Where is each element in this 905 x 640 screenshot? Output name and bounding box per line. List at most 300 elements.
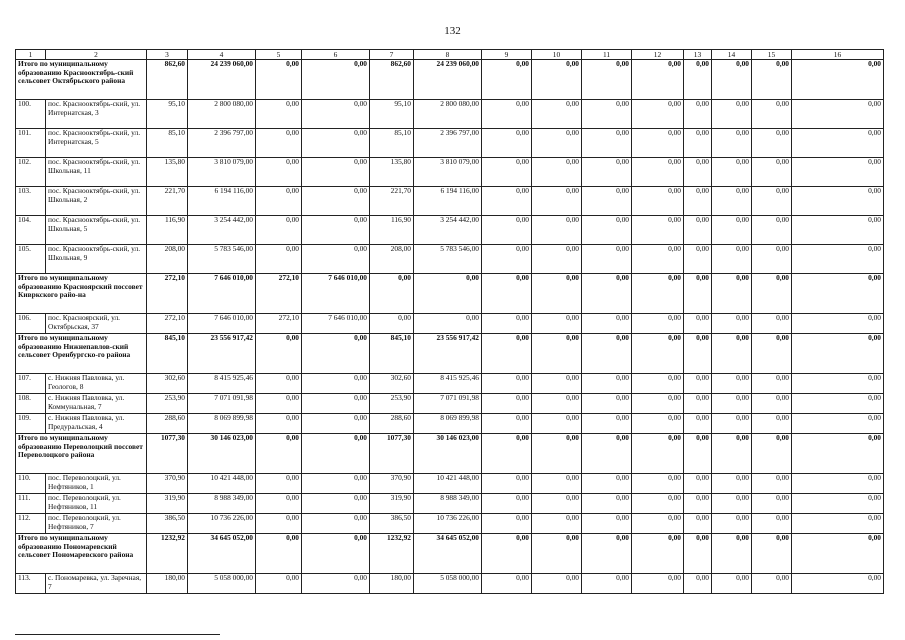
value-cell: 0,00 bbox=[582, 314, 632, 334]
subtotal-row bbox=[16, 274, 884, 314]
value-cell: 0,00 bbox=[302, 129, 370, 158]
value-cell: 0,00 bbox=[256, 129, 302, 158]
column-number-cell: 10 bbox=[532, 50, 582, 60]
value-cell: 34 645 052,00 bbox=[414, 534, 482, 574]
value-cell: 0,00 bbox=[752, 434, 792, 474]
row-index: 113. bbox=[16, 574, 46, 594]
value-cell: 0,00 bbox=[712, 187, 752, 216]
value-cell: 0,00 bbox=[482, 158, 532, 187]
value-cell: 7 646 010,00 bbox=[188, 274, 256, 314]
value-cell: 0,00 bbox=[302, 394, 370, 414]
value-cell: 0,00 bbox=[482, 494, 532, 514]
value-cell: 8 069 899,98 bbox=[414, 414, 482, 434]
subtotal-label: Итого по муниципальному образованию Красноярский поссовет Кивркского райо-на bbox=[16, 274, 147, 314]
value-cell: 0,00 bbox=[792, 245, 884, 274]
value-cell: 0,00 bbox=[684, 574, 712, 594]
address-cell: пос. Краснооктябрь-ский, ул. Школьная, 2 bbox=[46, 187, 147, 216]
value-cell: 0,00 bbox=[752, 574, 792, 594]
value-cell: 0,00 bbox=[792, 374, 884, 394]
value-cell: 208,00 bbox=[147, 245, 188, 274]
value-cell: 2 800 080,00 bbox=[188, 100, 256, 129]
value-cell: 0,00 bbox=[532, 187, 582, 216]
value-cell: 95,10 bbox=[147, 100, 188, 129]
table-row bbox=[16, 100, 884, 129]
value-cell: 0,00 bbox=[684, 274, 712, 314]
value-cell: 0,00 bbox=[256, 187, 302, 216]
value-cell: 0,00 bbox=[632, 494, 684, 514]
value-cell: 1232,92 bbox=[147, 534, 188, 574]
column-number-cell: 5 bbox=[256, 50, 302, 60]
value-cell: 0,00 bbox=[752, 314, 792, 334]
value-cell: 370,90 bbox=[147, 474, 188, 494]
value-cell: 0,00 bbox=[712, 245, 752, 274]
value-cell: 0,00 bbox=[632, 100, 684, 129]
value-cell: 0,00 bbox=[482, 314, 532, 334]
value-cell: 0,00 bbox=[684, 60, 712, 100]
value-cell: 0,00 bbox=[302, 574, 370, 594]
value-cell: 0,00 bbox=[482, 514, 532, 534]
value-cell: 10 736 226,00 bbox=[188, 514, 256, 534]
value-cell: 0,00 bbox=[684, 534, 712, 574]
value-cell: 0,00 bbox=[256, 574, 302, 594]
value-cell: 0,00 bbox=[792, 574, 884, 594]
value-cell: 0,00 bbox=[532, 374, 582, 394]
value-cell: 0,00 bbox=[532, 314, 582, 334]
value-cell: 23 556 917,42 bbox=[414, 334, 482, 374]
table-row bbox=[16, 216, 884, 245]
value-cell: 30 146 023,00 bbox=[188, 434, 256, 474]
column-number-cell: 13 bbox=[684, 50, 712, 60]
value-cell: 0,00 bbox=[582, 216, 632, 245]
row-index: 101. bbox=[16, 129, 46, 158]
value-cell: 0,00 bbox=[302, 534, 370, 574]
value-cell: 0,00 bbox=[414, 314, 482, 334]
value-cell: 5 058 000,00 bbox=[188, 574, 256, 594]
value-cell: 10 421 448,00 bbox=[414, 474, 482, 494]
value-cell: 0,00 bbox=[684, 314, 712, 334]
subtotal-row bbox=[16, 60, 884, 100]
value-cell: 845,10 bbox=[370, 334, 414, 374]
table-row bbox=[16, 574, 884, 594]
value-cell: 0,00 bbox=[632, 60, 684, 100]
value-cell: 0,00 bbox=[632, 534, 684, 574]
value-cell: 862,60 bbox=[370, 60, 414, 100]
value-cell: 0,00 bbox=[712, 374, 752, 394]
value-cell: 0,00 bbox=[302, 100, 370, 129]
housing-register-table bbox=[15, 49, 884, 594]
value-cell: 0,00 bbox=[532, 334, 582, 374]
table-row bbox=[16, 245, 884, 274]
value-cell: 0,00 bbox=[370, 314, 414, 334]
value-cell: 0,00 bbox=[532, 434, 582, 474]
value-cell: 0,00 bbox=[532, 474, 582, 494]
value-cell: 10 736 226,00 bbox=[414, 514, 482, 534]
subtotal-row bbox=[16, 534, 884, 574]
value-cell: 0,00 bbox=[684, 414, 712, 434]
table-row bbox=[16, 374, 884, 394]
row-index: 102. bbox=[16, 158, 46, 187]
table-row bbox=[16, 314, 884, 334]
value-cell: 0,00 bbox=[582, 374, 632, 394]
column-number-row bbox=[16, 50, 884, 60]
value-cell: 0,00 bbox=[482, 474, 532, 494]
address-cell: с. Нижняя Павловка, ул. Предуральская, 4 bbox=[46, 414, 147, 434]
subtotal-label: Итого по муниципальному образованию Красноoктябрь-ский сельсовет Октябрьского района bbox=[16, 60, 147, 100]
address-cell: пос. Переволоцкий, ул. Нефтяников, 7 bbox=[46, 514, 147, 534]
row-index: 105. bbox=[16, 245, 46, 274]
table-row bbox=[16, 414, 884, 434]
value-cell: 116,90 bbox=[370, 216, 414, 245]
value-cell: 0,00 bbox=[256, 514, 302, 534]
value-cell: 0,00 bbox=[256, 100, 302, 129]
value-cell: 0,00 bbox=[752, 129, 792, 158]
value-cell: 0,00 bbox=[752, 514, 792, 534]
row-index: 108. bbox=[16, 394, 46, 414]
value-cell: 370,90 bbox=[370, 474, 414, 494]
value-cell: 0,00 bbox=[792, 274, 884, 314]
value-cell: 0,00 bbox=[752, 158, 792, 187]
address-cell: пос. Краснооктябрь-ский, ул. Интернатская, 3 bbox=[46, 100, 147, 129]
value-cell: 0,00 bbox=[532, 216, 582, 245]
value-cell: 7 071 091,98 bbox=[414, 394, 482, 414]
value-cell: 0,00 bbox=[792, 414, 884, 434]
value-cell: 0,00 bbox=[532, 394, 582, 414]
value-cell: 7 646 010,00 bbox=[188, 314, 256, 334]
value-cell: 0,00 bbox=[712, 394, 752, 414]
value-cell: 8 415 925,46 bbox=[414, 374, 482, 394]
value-cell: 0,00 bbox=[712, 60, 752, 100]
value-cell: 0,00 bbox=[582, 100, 632, 129]
value-cell: 3 810 079,00 bbox=[414, 158, 482, 187]
value-cell: 0,00 bbox=[532, 129, 582, 158]
table-row bbox=[16, 187, 884, 216]
table-row bbox=[16, 494, 884, 514]
value-cell: 288,60 bbox=[370, 414, 414, 434]
value-cell: 386,50 bbox=[370, 514, 414, 534]
value-cell: 0,00 bbox=[582, 274, 632, 314]
value-cell: 0,00 bbox=[792, 474, 884, 494]
value-cell: 0,00 bbox=[632, 334, 684, 374]
table-row bbox=[16, 394, 884, 414]
value-cell: 0,00 bbox=[632, 129, 684, 158]
value-cell: 0,00 bbox=[792, 514, 884, 534]
value-cell: 0,00 bbox=[752, 534, 792, 574]
subtotal-label: Итого по муниципальному образованию Пономаревский сельсовет Пономаревского района bbox=[16, 534, 147, 574]
value-cell: 0,00 bbox=[712, 434, 752, 474]
value-cell: 0,00 bbox=[582, 434, 632, 474]
value-cell: 0,00 bbox=[256, 245, 302, 274]
value-cell: 0,00 bbox=[482, 394, 532, 414]
row-index: 106. bbox=[16, 314, 46, 334]
value-cell: 0,00 bbox=[792, 434, 884, 474]
value-cell: 386,50 bbox=[147, 514, 188, 534]
value-cell: 0,00 bbox=[684, 100, 712, 129]
value-cell: 8 988 349,00 bbox=[414, 494, 482, 514]
value-cell: 0,00 bbox=[684, 494, 712, 514]
value-cell: 253,90 bbox=[370, 394, 414, 414]
value-cell: 845,10 bbox=[147, 334, 188, 374]
value-cell: 5 783 546,00 bbox=[414, 245, 482, 274]
value-cell: 0,00 bbox=[684, 474, 712, 494]
column-number-cell: 1 bbox=[16, 50, 46, 60]
value-cell: 116,90 bbox=[147, 216, 188, 245]
value-cell: 5 058 000,00 bbox=[414, 574, 482, 594]
column-number-cell: 2 bbox=[46, 50, 147, 60]
row-index: 103. bbox=[16, 187, 46, 216]
value-cell: 0,00 bbox=[532, 534, 582, 574]
value-cell: 0,00 bbox=[684, 514, 712, 534]
value-cell: 2 396 797,00 bbox=[414, 129, 482, 158]
value-cell: 0,00 bbox=[792, 187, 884, 216]
value-cell: 0,00 bbox=[712, 514, 752, 534]
value-cell: 0,00 bbox=[632, 158, 684, 187]
address-cell: с. Пономаревка, ул. Заречная, 7 bbox=[46, 574, 147, 594]
table-row bbox=[16, 514, 884, 534]
column-number-cell: 11 bbox=[582, 50, 632, 60]
value-cell: 0,00 bbox=[752, 494, 792, 514]
column-number-cell: 15 bbox=[752, 50, 792, 60]
value-cell: 0,00 bbox=[370, 274, 414, 314]
value-cell: 8 415 925,46 bbox=[188, 374, 256, 394]
subtotal-row bbox=[16, 434, 884, 474]
value-cell: 1077,30 bbox=[147, 434, 188, 474]
table-body bbox=[16, 50, 884, 594]
value-cell: 0,00 bbox=[752, 474, 792, 494]
value-cell: 85,10 bbox=[147, 129, 188, 158]
value-cell: 0,00 bbox=[752, 60, 792, 100]
value-cell: 0,00 bbox=[256, 394, 302, 414]
value-cell: 0,00 bbox=[792, 158, 884, 187]
value-cell: 0,00 bbox=[302, 434, 370, 474]
column-number-cell: 4 bbox=[188, 50, 256, 60]
subtotal-label: Итого по муниципальному образованию Нижнепавлов-ский сельсовет Оренбургско-го района bbox=[16, 334, 147, 374]
value-cell: 0,00 bbox=[582, 158, 632, 187]
value-cell: 0,00 bbox=[792, 129, 884, 158]
value-cell: 208,00 bbox=[370, 245, 414, 274]
value-cell: 0,00 bbox=[582, 187, 632, 216]
value-cell: 3 810 079,00 bbox=[188, 158, 256, 187]
value-cell: 319,90 bbox=[147, 494, 188, 514]
value-cell: 6 194 116,00 bbox=[188, 187, 256, 216]
value-cell: 6 194 116,00 bbox=[414, 187, 482, 216]
value-cell: 0,00 bbox=[256, 158, 302, 187]
value-cell: 0,00 bbox=[302, 514, 370, 534]
value-cell: 0,00 bbox=[482, 60, 532, 100]
value-cell: 0,00 bbox=[752, 274, 792, 314]
value-cell: 0,00 bbox=[532, 100, 582, 129]
address-cell: пос. Краснооктябрь-ский, ул. Школьная, 9 bbox=[46, 245, 147, 274]
value-cell: 0,00 bbox=[712, 534, 752, 574]
value-cell: 0,00 bbox=[752, 245, 792, 274]
value-cell: 0,00 bbox=[792, 314, 884, 334]
table-row bbox=[16, 158, 884, 187]
value-cell: 85,10 bbox=[370, 129, 414, 158]
value-cell: 0,00 bbox=[684, 129, 712, 158]
value-cell: 0,00 bbox=[532, 574, 582, 594]
table-row bbox=[16, 129, 884, 158]
value-cell: 135,80 bbox=[147, 158, 188, 187]
column-number-cell: 3 bbox=[147, 50, 188, 60]
value-cell: 0,00 bbox=[684, 434, 712, 474]
value-cell: 0,00 bbox=[712, 574, 752, 594]
row-index: 111. bbox=[16, 494, 46, 514]
value-cell: 1077,30 bbox=[370, 434, 414, 474]
value-cell: 0,00 bbox=[532, 158, 582, 187]
value-cell: 0,00 bbox=[532, 60, 582, 100]
value-cell: 7 646 010,00 bbox=[302, 314, 370, 334]
column-number-cell: 6 bbox=[302, 50, 370, 60]
value-cell: 0,00 bbox=[582, 129, 632, 158]
value-cell: 0,00 bbox=[712, 474, 752, 494]
value-cell: 0,00 bbox=[482, 187, 532, 216]
value-cell: 0,00 bbox=[752, 100, 792, 129]
value-cell: 0,00 bbox=[302, 216, 370, 245]
address-cell: пос. Переволоцкий, ул. Нефтяников, 1 bbox=[46, 474, 147, 494]
value-cell: 0,00 bbox=[256, 414, 302, 434]
value-cell: 8 988 349,00 bbox=[188, 494, 256, 514]
value-cell: 0,00 bbox=[684, 394, 712, 414]
value-cell: 0,00 bbox=[684, 187, 712, 216]
value-cell: 2 800 080,00 bbox=[414, 100, 482, 129]
value-cell: 0,00 bbox=[482, 245, 532, 274]
value-cell: 0,00 bbox=[792, 394, 884, 414]
value-cell: 0,00 bbox=[482, 434, 532, 474]
value-cell: 0,00 bbox=[752, 374, 792, 394]
value-cell: 0,00 bbox=[712, 216, 752, 245]
value-cell: 272,10 bbox=[256, 274, 302, 314]
value-cell: 0,00 bbox=[632, 434, 684, 474]
value-cell: 0,00 bbox=[582, 514, 632, 534]
value-cell: 0,00 bbox=[582, 414, 632, 434]
row-index: 110. bbox=[16, 474, 46, 494]
value-cell: 0,00 bbox=[256, 60, 302, 100]
value-cell: 0,00 bbox=[582, 474, 632, 494]
value-cell: 0,00 bbox=[256, 216, 302, 245]
row-index: 112. bbox=[16, 514, 46, 534]
value-cell: 0,00 bbox=[684, 158, 712, 187]
value-cell: 3 254 442,00 bbox=[188, 216, 256, 245]
value-cell: 0,00 bbox=[482, 534, 532, 574]
address-cell: пос. Краснооктябрь-ский, ул. Интернатская, 5 bbox=[46, 129, 147, 158]
value-cell: 0,00 bbox=[482, 100, 532, 129]
value-cell: 24 239 060,00 bbox=[188, 60, 256, 100]
column-number-cell: 9 bbox=[482, 50, 532, 60]
value-cell: 0,00 bbox=[482, 414, 532, 434]
value-cell: 0,00 bbox=[684, 334, 712, 374]
value-cell: 0,00 bbox=[302, 494, 370, 514]
value-cell: 0,00 bbox=[792, 100, 884, 129]
value-cell: 302,60 bbox=[370, 374, 414, 394]
value-cell: 10 421 448,00 bbox=[188, 474, 256, 494]
value-cell: 180,00 bbox=[370, 574, 414, 594]
value-cell: 0,00 bbox=[482, 216, 532, 245]
value-cell: 0,00 bbox=[302, 474, 370, 494]
value-cell: 2 396 797,00 bbox=[188, 129, 256, 158]
value-cell: 862,60 bbox=[147, 60, 188, 100]
value-cell: 0,00 bbox=[684, 216, 712, 245]
value-cell: 0,00 bbox=[632, 245, 684, 274]
value-cell: 30 146 023,00 bbox=[414, 434, 482, 474]
value-cell: 180,00 bbox=[147, 574, 188, 594]
value-cell: 0,00 bbox=[712, 274, 752, 314]
value-cell: 5 783 546,00 bbox=[188, 245, 256, 274]
value-cell: 3 254 442,00 bbox=[414, 216, 482, 245]
value-cell: 0,00 bbox=[482, 129, 532, 158]
value-cell: 34 645 052,00 bbox=[188, 534, 256, 574]
row-index: 109. bbox=[16, 414, 46, 434]
column-number-cell: 7 bbox=[370, 50, 414, 60]
value-cell: 0,00 bbox=[256, 534, 302, 574]
value-cell: 0,00 bbox=[632, 414, 684, 434]
value-cell: 0,00 bbox=[632, 514, 684, 534]
value-cell: 288,60 bbox=[147, 414, 188, 434]
address-cell: с. Нижняя Павловка, ул. Коммунальная, 7 bbox=[46, 394, 147, 414]
column-number-cell: 14 bbox=[712, 50, 752, 60]
value-cell: 0,00 bbox=[532, 274, 582, 314]
value-cell: 0,00 bbox=[792, 216, 884, 245]
value-cell: 0,00 bbox=[632, 274, 684, 314]
value-cell: 0,00 bbox=[712, 129, 752, 158]
value-cell: 7 071 091,98 bbox=[188, 394, 256, 414]
value-cell: 0,00 bbox=[256, 494, 302, 514]
value-cell: 272,10 bbox=[147, 314, 188, 334]
value-cell: 95,10 bbox=[370, 100, 414, 129]
address-cell: пос. Краснооктябрь-ский, ул. Школьная, 11 bbox=[46, 158, 147, 187]
value-cell: 0,00 bbox=[256, 434, 302, 474]
value-cell: 0,00 bbox=[532, 245, 582, 274]
subtotal-label: Итого по муниципальному образованию Переволоцкий поссовет Переволоцкого района bbox=[16, 434, 147, 474]
value-cell: 0,00 bbox=[632, 187, 684, 216]
value-cell: 0,00 bbox=[632, 216, 684, 245]
value-cell: 0,00 bbox=[684, 374, 712, 394]
value-cell: 0,00 bbox=[632, 394, 684, 414]
value-cell: 0,00 bbox=[632, 314, 684, 334]
value-cell: 0,00 bbox=[632, 474, 684, 494]
value-cell: 0,00 bbox=[532, 494, 582, 514]
footnote-rule bbox=[15, 634, 220, 635]
value-cell: 0,00 bbox=[712, 100, 752, 129]
value-cell: 7 646 010,00 bbox=[302, 274, 370, 314]
value-cell: 272,10 bbox=[256, 314, 302, 334]
value-cell: 0,00 bbox=[582, 494, 632, 514]
address-cell: с. Нижняя Павловка, ул. Геологов, 8 bbox=[46, 374, 147, 394]
value-cell: 0,00 bbox=[792, 334, 884, 374]
value-cell: 272,10 bbox=[147, 274, 188, 314]
value-cell: 221,70 bbox=[370, 187, 414, 216]
value-cell: 0,00 bbox=[302, 414, 370, 434]
value-cell: 0,00 bbox=[712, 414, 752, 434]
value-cell: 0,00 bbox=[302, 245, 370, 274]
column-number-cell: 12 bbox=[632, 50, 684, 60]
value-cell: 0,00 bbox=[752, 394, 792, 414]
value-cell: 0,00 bbox=[712, 158, 752, 187]
column-number-cell: 8 bbox=[414, 50, 482, 60]
row-index: 100. bbox=[16, 100, 46, 129]
value-cell: 0,00 bbox=[256, 474, 302, 494]
value-cell: 0,00 bbox=[482, 334, 532, 374]
value-cell: 0,00 bbox=[582, 245, 632, 274]
value-cell: 0,00 bbox=[582, 60, 632, 100]
value-cell: 0,00 bbox=[582, 334, 632, 374]
value-cell: 0,00 bbox=[792, 60, 884, 100]
value-cell: 319,90 bbox=[370, 494, 414, 514]
value-cell: 0,00 bbox=[256, 334, 302, 374]
value-cell: 253,90 bbox=[147, 394, 188, 414]
value-cell: 0,00 bbox=[256, 374, 302, 394]
page-number: 132 bbox=[444, 25, 461, 37]
value-cell: 1232,92 bbox=[370, 534, 414, 574]
value-cell: 0,00 bbox=[632, 574, 684, 594]
